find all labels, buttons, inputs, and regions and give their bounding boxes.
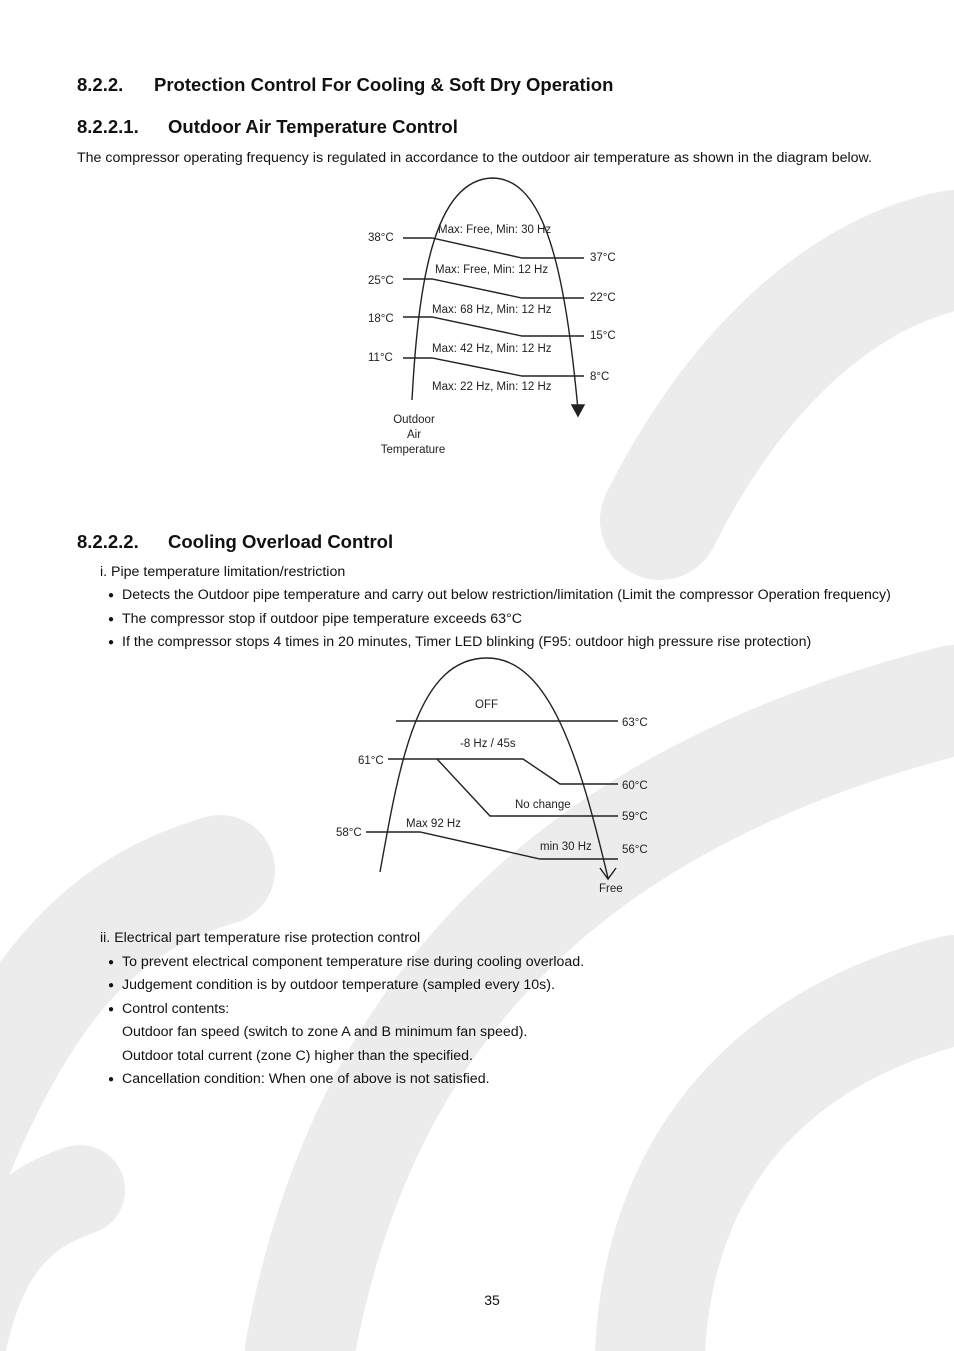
indented-line-2: Outdoor total current (zone C) higher than the specified. [122, 1048, 473, 1064]
d2-right-temp-60: 60°C [622, 780, 648, 792]
d2-nochange-label: No change [515, 799, 571, 811]
diagram2-line-61-60 [388, 759, 618, 784]
d1-right-temp-1: 37°C [590, 252, 616, 264]
d1-left-temp-3: 18°C [368, 313, 394, 325]
d2-right-temp-59: 59°C [622, 811, 648, 823]
d1-axis-label-2: Air [406, 429, 422, 441]
d1-left-temp-2: 25°C [368, 275, 394, 287]
diagram1-step-4 [403, 358, 584, 376]
bullet-ii-1: ● To prevent electrical component temperature rise during cooling overload. [108, 954, 585, 970]
d1-left-temp-1: 38°C [368, 232, 394, 244]
subsection-title-2: Cooling Overload Control [168, 531, 394, 552]
diagram1-curve [412, 178, 578, 410]
d1-left-temp-4: 11°C [368, 352, 393, 364]
bullet-ii-4: ● Cancellation condition: When one of above is not satisfied. [108, 1071, 490, 1087]
d2-min30-label: min 30 Hz [540, 841, 592, 853]
d1-right-temp-2: 22°C [590, 292, 616, 304]
section-heading [77, 74, 613, 96]
d1-zone-1: Max: Free, Min: 30 Hz [438, 224, 552, 236]
d2-right-temp-63: 63°C [622, 717, 648, 729]
bullet-i-2: ● The compressor stop if outdoor pipe temperature exceeds 63°C [108, 611, 522, 627]
d1-right-temp-4: 8°C [590, 371, 610, 383]
diagram1-step-2 [403, 279, 584, 298]
d1-axis-label-3: Temperature [380, 444, 446, 456]
subsection-number-1: 8.2.2.1. [77, 116, 139, 137]
diagram1-arrowhead [572, 405, 584, 416]
d1-zone-2: Max: Free, Min: 12 Hz [435, 264, 549, 276]
item-ii-heading: ii. Electrical part temperature rise protection control [100, 930, 421, 946]
d2-right-temp-56: 56°C [622, 844, 648, 856]
d2-minus8-label: -8 Hz / 45s [460, 738, 516, 750]
d1-zone-4: Max: 42 Hz, Min: 12 Hz [432, 343, 552, 355]
d2-off-label: OFF [475, 699, 498, 711]
item-i-heading: i. Pipe temperature limitation/restriction [100, 564, 346, 580]
d1-zone-3: Max: 68 Hz, Min: 12 Hz [432, 304, 552, 316]
diagram1-step-3 [403, 317, 584, 336]
d2-left-temp-58: 58°C [336, 827, 362, 839]
d2-left-temp-61: 61°C [358, 755, 384, 767]
bullet-ii-2: ● Judgement condition is by outdoor temperature (sampled every 10s). [108, 977, 555, 993]
outdoor-temp-diagram [0, 170, 954, 470]
subsection-title-1: Outdoor Air Temperature Control [168, 116, 458, 137]
d1-right-temp-3: 15°C [590, 330, 616, 342]
d1-axis-label-1: Outdoor [393, 414, 435, 426]
d1-zone-5: Max: 22 Hz, Min: 12 Hz [432, 381, 552, 393]
bullet-i-1: ● Detects the Outdoor pipe temperature and carry out below restriction/limitation (Limit the compressor Operation frequency) [108, 587, 891, 603]
intro-paragraph: The compressor operating frequency is regulated in accordance to the outdoor air temperature as shown in the diagram below. [77, 150, 872, 166]
page-number: 35 [484, 1292, 500, 1308]
indented-line-1: Outdoor fan speed (switch to zone A and B minimum fan speed). [122, 1024, 528, 1040]
subsection-heading-1 [77, 116, 458, 138]
cooling-overload-diagram [0, 655, 954, 900]
d2-free-label: Free [599, 883, 623, 895]
subsection-number-2: 8.2.2.2. [77, 531, 139, 552]
bullet-i-3: ● If the compressor stops 4 times in 20 minutes, Timer LED blinking (F95: outdoor high pressure rise protection) [108, 634, 812, 650]
bullet-ii-3: ● Control contents: [108, 1001, 230, 1017]
section-number: 8.2.2. [77, 74, 124, 95]
d2-max92-label: Max 92 Hz [406, 818, 461, 830]
section-title: Protection Control For Cooling & Soft Dry Operation [154, 74, 614, 95]
subsection-heading-2 [77, 531, 393, 553]
